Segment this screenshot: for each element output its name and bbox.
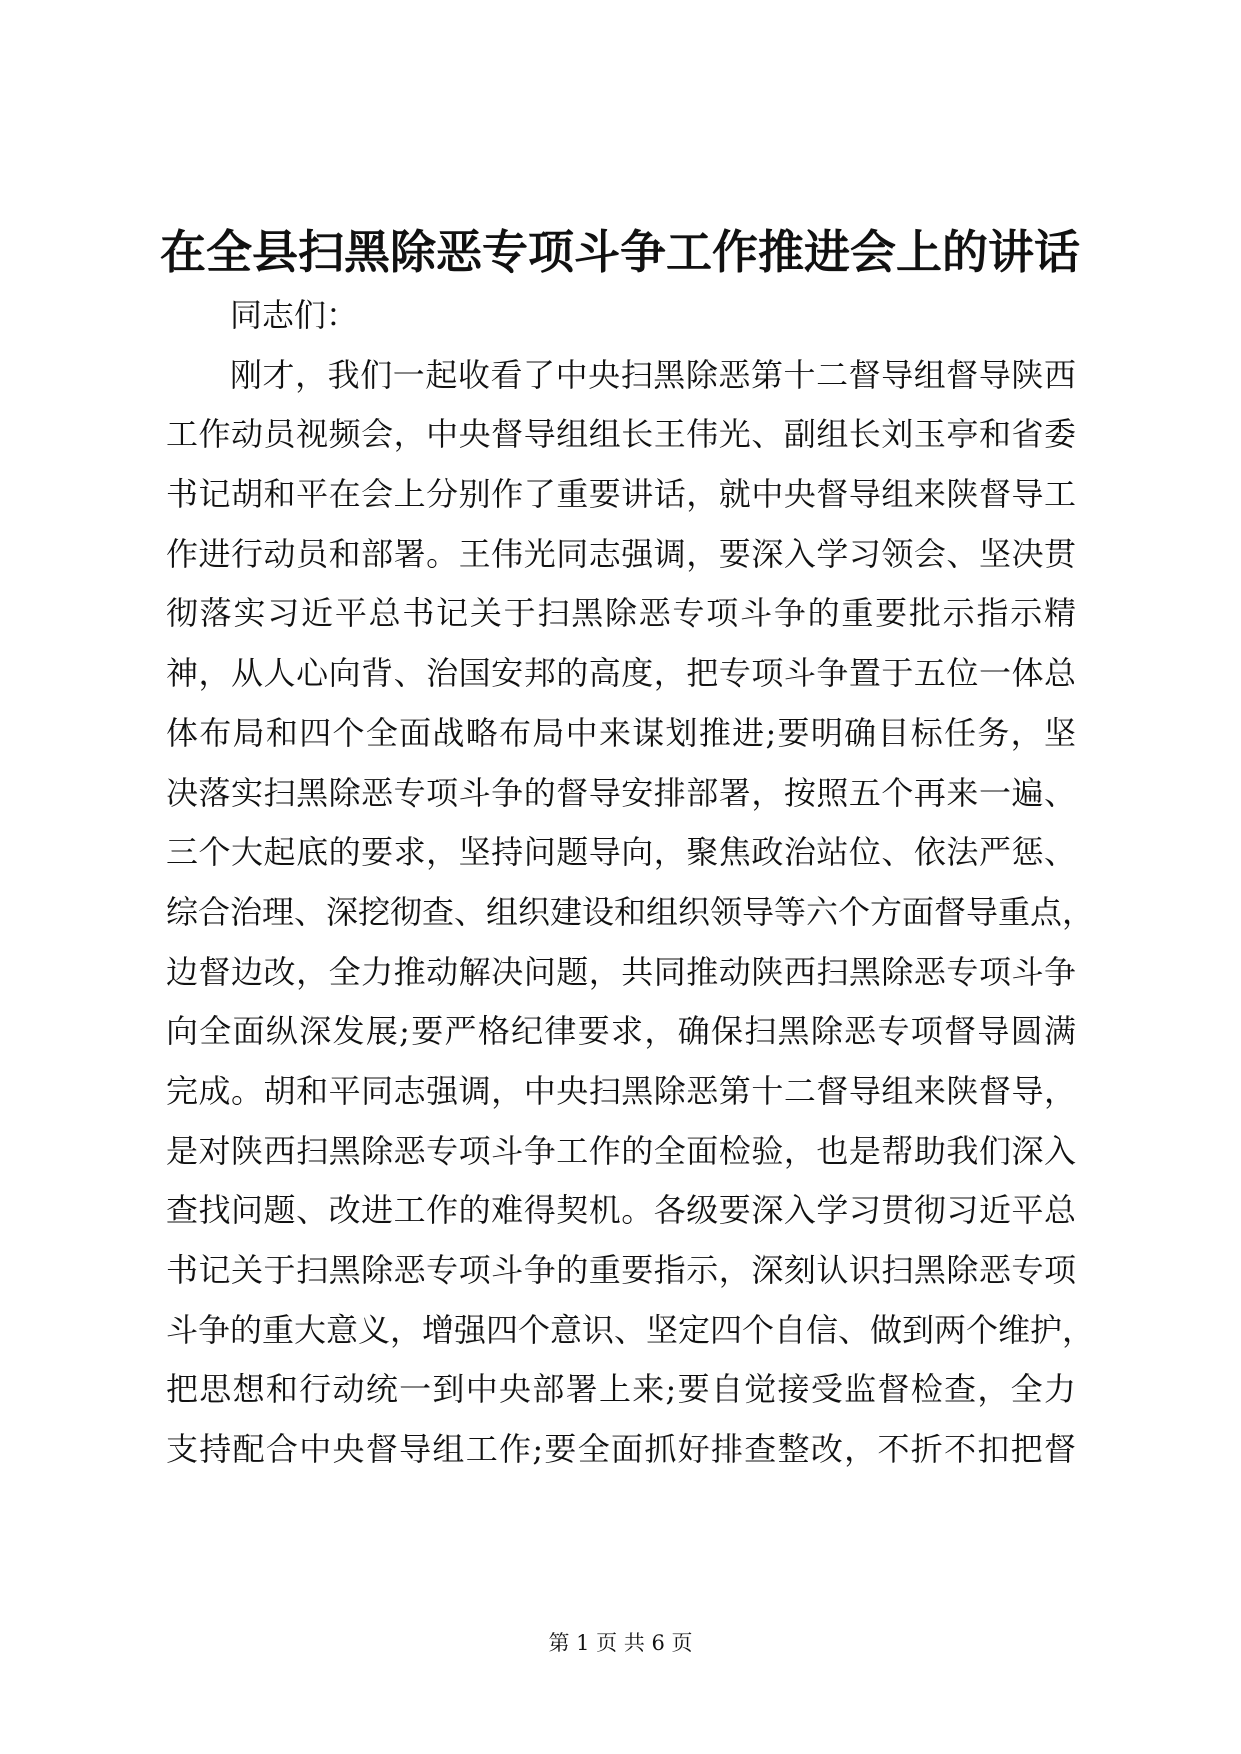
body-line: 三个大起底的要求，坚持问题导向，聚焦政治站位、依法严惩、 xyxy=(166,833,1076,872)
body-line: 工作动员视频会，中央督导组组长王伟光、副组长刘玉亭和省委 xyxy=(166,415,1076,454)
body-line: 斗争的重大意义，增强四个意识、坚定四个自信、做到两个维护， xyxy=(166,1310,1095,1349)
body-line: 综合治理、深挖彻查、组织建设和组织领导等六个方面督导重点， xyxy=(166,892,1095,931)
body-line: 是对陕西扫黑除恶专项斗争工作的全面检验，也是帮助我们深入 xyxy=(166,1131,1076,1170)
document-body xyxy=(166,286,1095,1480)
document-title: 在全县扫黑除恶专项斗争工作推进会上的讲话 xyxy=(160,225,1080,279)
body-line: 向全面纵深发展;要严格纪律要求，确保扫黑除恶专项督导圆满 xyxy=(166,1012,1076,1051)
body-line: 决落实扫黑除恶专项斗争的督导安排部署，按照五个再来一遍、 xyxy=(166,773,1076,812)
body-line: 完成。胡和平同志强调，中央扫黑除恶第十二督导组来陕督导， xyxy=(166,1071,1076,1110)
body-line: 体布局和四个全面战略布局中来谋划推进;要明确目标任务，坚 xyxy=(166,713,1076,752)
salutation-line: 同志们： xyxy=(230,296,359,334)
body-line: 查找问题、改进工作的难得契机。各级要深入学习贯彻习近平总 xyxy=(166,1191,1076,1230)
body-line: 神，从人心向背、治国安邦的高度，把专项斗争置于五位一体总 xyxy=(166,654,1076,693)
body-line: 把思想和行动统一到中央部署上来;要自觉接受监督检查，全力 xyxy=(166,1370,1076,1409)
body-line: 边督边改，全力推动解决问题，共同推动陕西扫黑除恶专项斗争 xyxy=(166,952,1076,991)
body-line: 支持配合中央督导组工作;要全面抓好排查整改，不折不扣把督 xyxy=(166,1430,1076,1469)
body-line: 书记胡和平在会上分别作了重要讲话，就中央督导组来陕督导工 xyxy=(166,475,1076,514)
body-line: 彻落实习近平总书记关于扫黑除恶专项斗争的重要批示指示精 xyxy=(166,594,1076,633)
page-footer: 第 1 页 共 6 页 xyxy=(548,1631,693,1655)
body-line: 书记关于扫黑除恶专项斗争的重要指示，深刻认识扫黑除恶专项 xyxy=(166,1251,1076,1289)
body-line: 作进行动员和部署。王伟光同志强调，要深入学习领会、坚决贯 xyxy=(166,534,1076,573)
body-line: 刚才，我们一起收看了中央扫黑除恶第十二督导组督导陕西 xyxy=(230,355,1076,394)
